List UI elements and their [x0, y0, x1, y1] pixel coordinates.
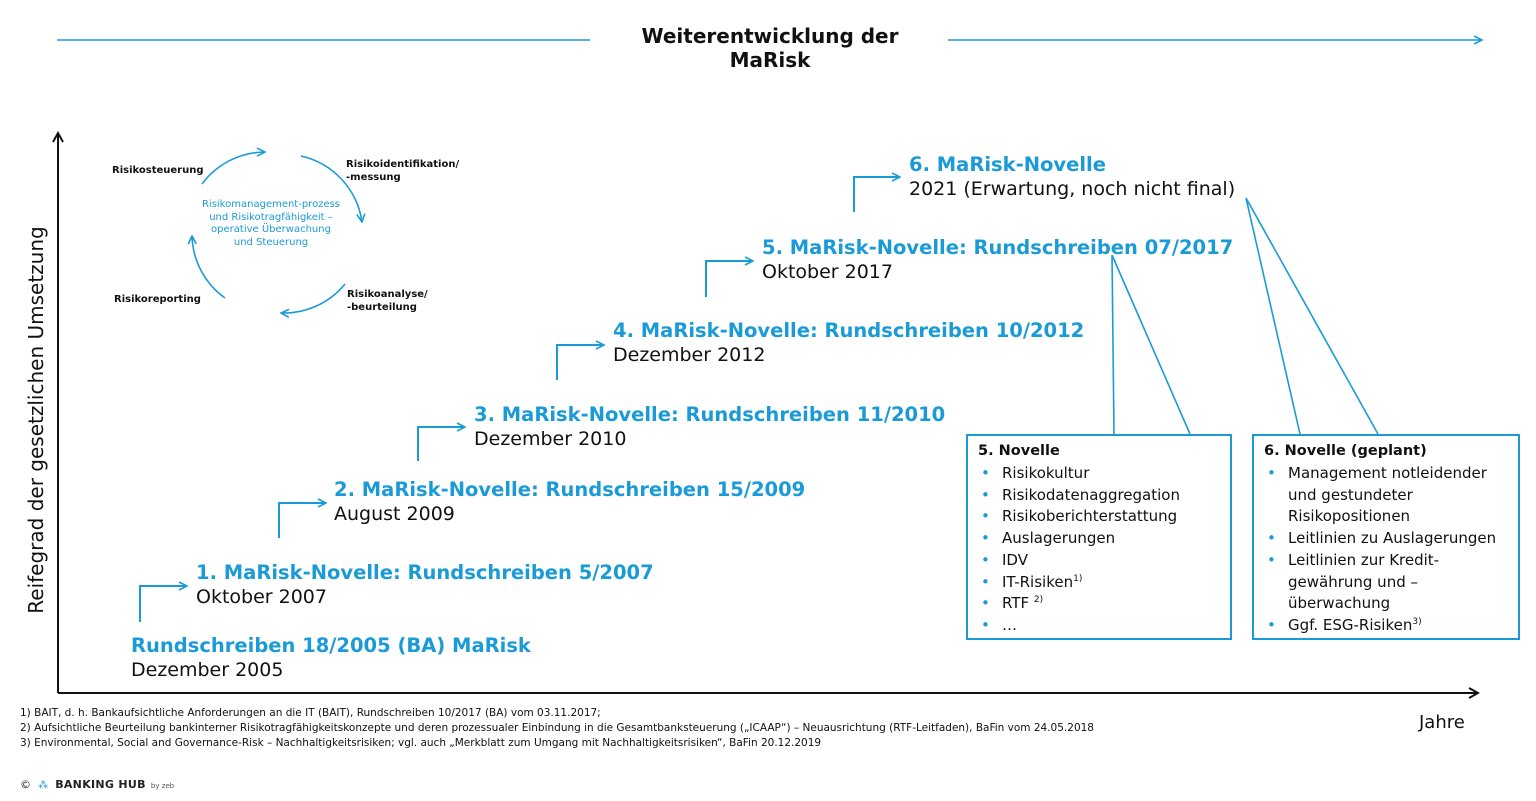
step-3-date: Dezember 2010 [474, 428, 627, 450]
step-2 [334, 477, 805, 526]
list-item [978, 615, 1220, 637]
list-item-text: IT-Risiken [1002, 572, 1074, 591]
step-4 [613, 318, 1084, 367]
list-item-text: Risikoberichterstattung [1002, 507, 1178, 526]
step-1-date: Oktober 2007 [196, 586, 327, 608]
list-item [978, 485, 1220, 507]
step-4-date: Dezember 2012 [613, 344, 766, 366]
footnote-ref: 2) [1033, 595, 1044, 606]
cycle-label-analyse [347, 288, 428, 314]
list-item [978, 463, 1220, 485]
x-axis-label: Jahre [1419, 712, 1465, 733]
step-5 [762, 235, 1233, 284]
bullet-icon: • [981, 464, 990, 482]
bullet-icon: • [981, 507, 990, 526]
list-item [978, 550, 1220, 572]
bullet-icon: • [1267, 550, 1276, 569]
step-6-title: 6. MaRisk-Novelle [909, 153, 1106, 176]
step-0-title: Rundschreiben 18/2005 (BA) MaRisk [131, 634, 531, 657]
list-item-line: Management notleidender [1288, 464, 1487, 482]
list-item-line: Leitlinien zu Auslagerungen [1288, 529, 1497, 548]
footnote-2: 2) Aufsichtliche Beurteilung bankinterner Risikotragfähigkeitskonzepte und deren prozessualer Einbindung in die Gesamtbanksteuerung („ICAAP“) – Neuausrichtung (RTF-Leitfaden), BaFin vom 24.05.2018 [20, 722, 1094, 734]
cycle-label-reporting: Risikoreporting [114, 294, 201, 305]
step-3-title: 3. MaRisk-Novelle: Rundschreiben 11/2010 [474, 403, 946, 426]
list-item [1264, 463, 1508, 528]
list-item-text: Risikokultur [1002, 464, 1090, 482]
list-item [978, 572, 1220, 594]
banking-hub-logo-icon: ⁂ [38, 780, 49, 791]
step-arrow-2 [279, 503, 326, 538]
step-arrow-1 [140, 586, 187, 622]
step-1-title: 1. MaRisk-Novelle: Rundschreiben 5/2007 [196, 561, 654, 584]
list-item-line: und gestundeter [1288, 485, 1413, 504]
step-6-date: 2021 (Erwartung, noch nicht final) [909, 178, 1236, 200]
bullet-icon: • [1267, 464, 1276, 482]
bullet-icon: • [981, 615, 990, 634]
footnotes [20, 706, 1094, 751]
y-axis-label: Reifegrad der gesetzlichen Umsetzung [24, 226, 48, 614]
step-2-date: August 2009 [334, 503, 455, 525]
bullet-icon: • [981, 572, 990, 591]
box-novelle-6-heading: 6. Novelle (geplant) [1264, 443, 1427, 459]
brand-name: BANKING HUB [55, 778, 146, 791]
list-item-line: gewährung und – [1288, 572, 1418, 591]
step-4-title: 4. MaRisk-Novelle: Rundschreiben 10/2012 [613, 319, 1085, 342]
list-item [1264, 528, 1508, 550]
cycle-label-identifikation-line1: Risikoidentifikation/ [346, 159, 460, 170]
step-arrow-3 [418, 427, 465, 461]
list-item-text: Risikodatenaggregation [1002, 485, 1180, 504]
bullet-icon: • [981, 594, 990, 613]
bullet-icon: • [1267, 529, 1276, 548]
step-1 [196, 560, 654, 609]
list-item [1264, 550, 1508, 615]
bullet-icon: • [981, 529, 990, 548]
list-item-text: … [1002, 615, 1017, 634]
list-item-text: Auslagerungen [1002, 529, 1116, 548]
step-0-date: Dezember 2005 [131, 659, 284, 681]
list-item [1264, 615, 1508, 637]
copyright-symbol: © [20, 778, 31, 791]
box-novelle-5 [966, 434, 1232, 640]
box-novelle-6 [1252, 434, 1520, 640]
list-item-line [1288, 615, 1508, 637]
diagram-title: Weiterentwicklung der MaRisk [641, 24, 899, 72]
bullet-icon: • [1267, 615, 1276, 634]
box-novelle-5-list [978, 463, 1220, 637]
cycle-label-analyse-line1: Risikoanalyse/ [347, 289, 428, 300]
callout-lines-box6 [1246, 198, 1378, 434]
footnote-3: 3) Environmental, Social and Governance-Risk – Nachhaltigkeitsrisiken; vgl. auch „Merkblatt zum Umgang mit Nachhaltigkeitsrisiken“, BaFin 20.12.2019 [20, 737, 822, 749]
footnote-ref: 1) [1073, 573, 1083, 584]
cycle-center-text: Risikomanagement-prozess und Risikotragfähigkeit – operative Überwachung und Steuerung [201, 199, 341, 248]
step-2-title: 2. MaRisk-Novelle: Rundschreiben 15/2009 [334, 478, 806, 501]
bullet-icon: • [981, 485, 990, 504]
list-item-text: RTF [1002, 594, 1034, 613]
cycle-label-identifikation [346, 158, 459, 184]
list-item-line: Risikopositionen [1288, 507, 1411, 526]
step-6 [909, 152, 1235, 201]
box-novelle-6-list [1264, 463, 1508, 637]
brand-logo [20, 773, 174, 792]
step-5-title: 5. MaRisk-Novelle: Rundschreiben 07/2017 [762, 236, 1234, 259]
list-item [978, 528, 1220, 550]
list-item [978, 593, 1220, 615]
cycle-label-analyse-line2: -beurteilung [347, 302, 417, 313]
footnote-ref: 3) [1412, 616, 1422, 627]
step-arrow-4 [557, 345, 604, 380]
step-0 [131, 633, 531, 682]
box-novelle-5-heading: 5. Novelle [978, 443, 1060, 459]
bullet-icon: • [981, 550, 990, 569]
step-arrow-6 [854, 177, 900, 212]
step-3 [474, 402, 945, 451]
footnote-1: 1) BAIT, d. h. Bankaufsichtliche Anforderungen an die IT (BAIT), Rundschreiben 10/2017 (BA) vom 03.11.2017; [20, 707, 601, 719]
list-item-line: überwachung [1288, 594, 1391, 613]
list-item-text: IDV [1002, 550, 1028, 569]
list-item-text: Ggf. ESG-Risiken [1288, 615, 1413, 634]
step-5-date: Oktober 2017 [762, 261, 893, 283]
step-arrow-5 [706, 261, 753, 297]
brand-by: by zeb [150, 782, 175, 790]
cycle-label-identifikation-line2: -messung [346, 172, 401, 183]
list-item [978, 506, 1220, 528]
cycle-label-risikosteuerung: Risikosteuerung [112, 165, 204, 176]
list-item-line: Leitlinien zur Kredit- [1288, 550, 1440, 569]
